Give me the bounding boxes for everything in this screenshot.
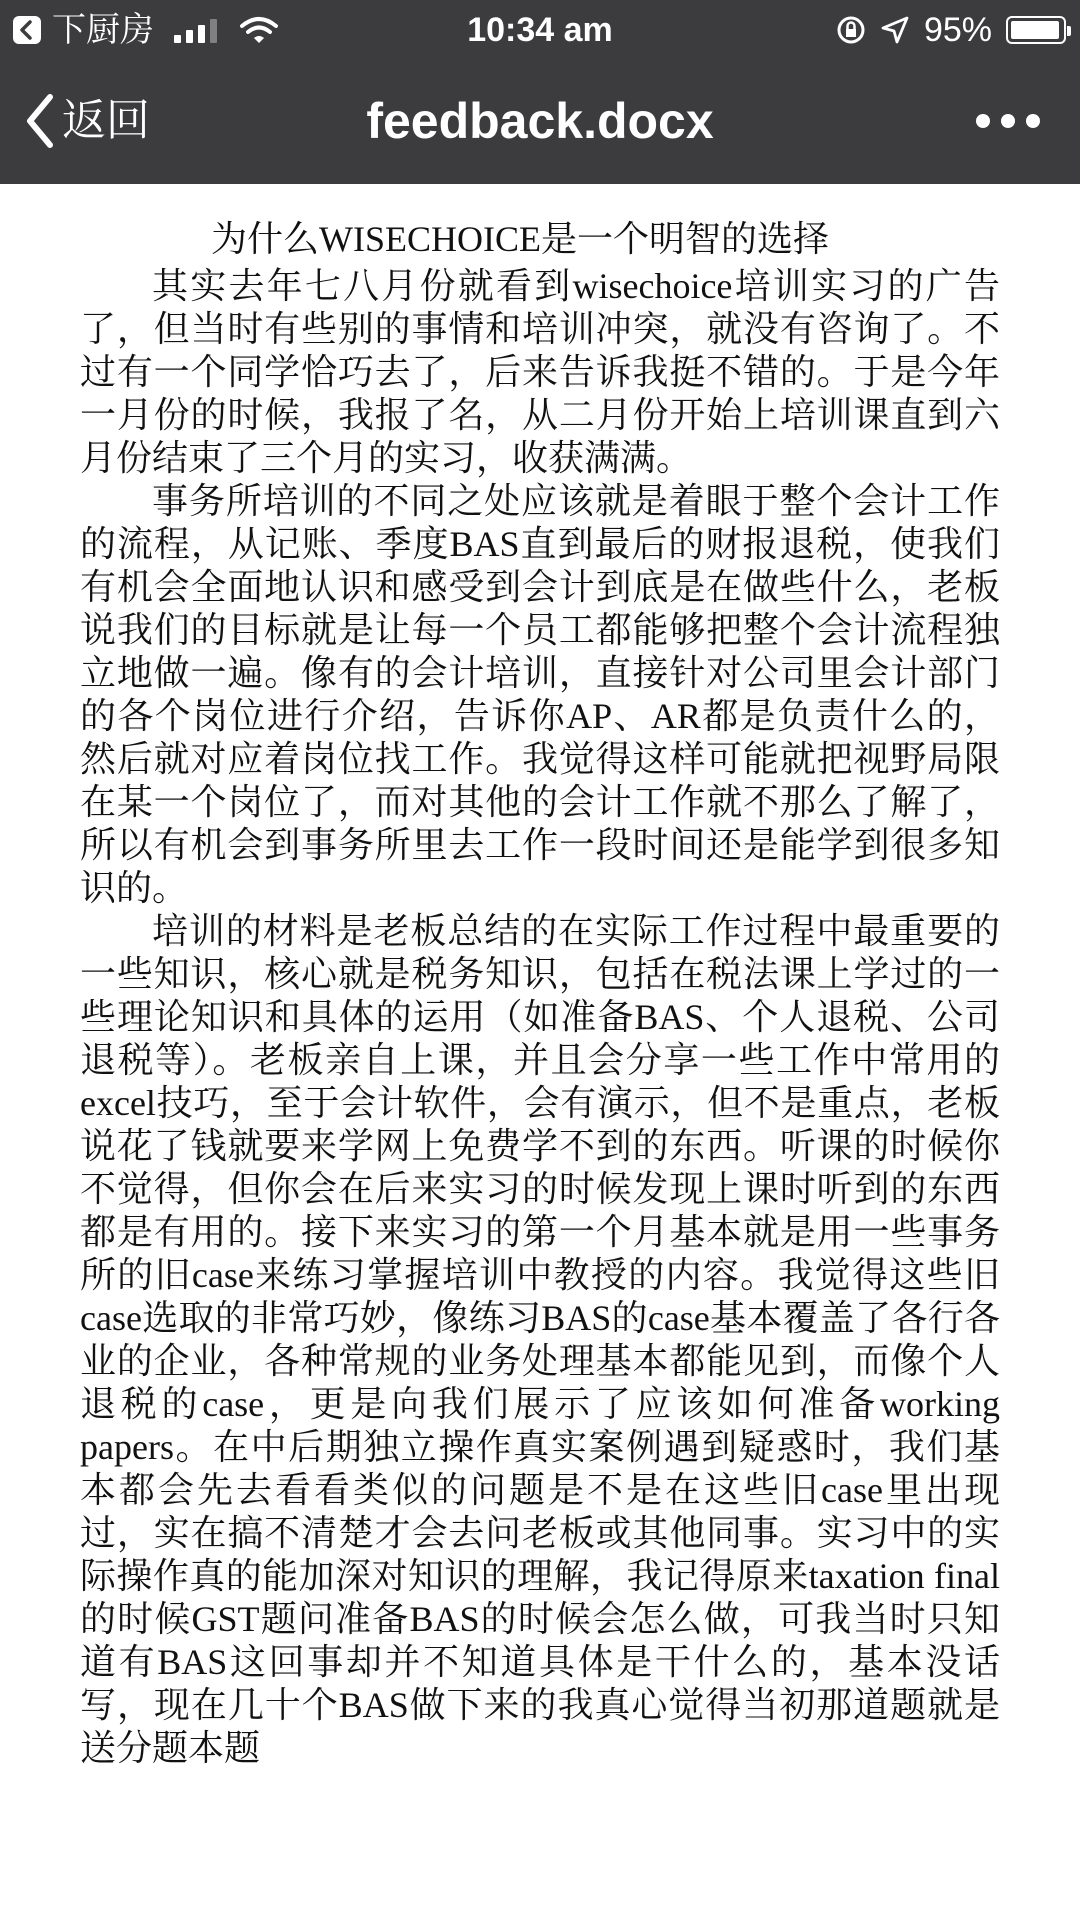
chevron-left-icon xyxy=(22,91,58,151)
back-button[interactable] xyxy=(22,88,150,154)
battery-fill xyxy=(1011,21,1059,39)
battery-icon xyxy=(1006,16,1066,44)
more-options-button[interactable] xyxy=(972,110,1044,132)
battery-percentage: 95% xyxy=(923,11,992,49)
back-to-app-label[interactable]: 下厨房 xyxy=(52,11,154,49)
document-paragraph: 其实去年七八月份就看到wisechoice培训实习的广告了，但当时有些别的事情和培训冲突，就没有咨询了。不过有一个同学恰巧去了，后来告诉我挺不错的。于是今年一月份的时候，我报了名，从二月份开始上培训课直到六月份结束了三个月的实习，收获满满。 xyxy=(80,266,1000,478)
more-dot-icon xyxy=(1001,114,1015,128)
more-dot-icon xyxy=(1026,114,1040,128)
status-bar xyxy=(0,0,1080,60)
status-right xyxy=(836,10,1066,50)
back-button-label: 返回 xyxy=(62,96,150,145)
document-body[interactable] xyxy=(80,218,1000,1770)
document-paragraph: 事务所培训的不同之处应该就是着眼于整个会计工作的流程，从记账、季度BAS直到最后的财报退税，使我们有机会全面地认识和感受到会计到底是在做些什么，老板说我们的目标就是让每一个员工都能够把整个会计流程独立地做一遍。像有的会计培训，直接针对公司里会计部门的各个岗位进行介绍，告诉你AP、AR都是负责什么的，然后就对应着岗位找工作。我觉得这样可能就把视野局限在某一个岗位了，而对其他的会计工作就不那么了解了，所以有机会到事务所里去工作一段时间还是能学到很多知识的。 xyxy=(80,481,1000,908)
page-title: feedback.docx xyxy=(366,93,714,149)
orientation-lock-icon xyxy=(836,15,866,45)
navigation-bar xyxy=(0,60,1080,184)
document-heading: 为什么WISECHOICE是一个明智的选择 xyxy=(211,219,829,259)
status-time: 10:34 am xyxy=(467,11,613,49)
location-arrow-icon xyxy=(880,15,910,45)
document-paragraph: 培训的材料是老板总结的在实际工作过程中最重要的一些知识，核心就是税务知识，包括在税法课上学过的一些理论知识和具体的运用（如准备BAS、个人退税、公司退税等）。老板亲自上课，并且会分享一些工作中常用的excel技巧，至于会计软件，会有演示，但不是重点，老板说花了钱就要来学网上免费学不到的东西。听课的时候你不觉得，但你会在后来实习的时候发现上课时听到的东西都是有用的。接下来实习的第一个月基本就是用一些事务所的旧case来练习掌握培训中教授的内容。我觉得这些旧case选取的非常巧妙，像练习BAS的case基本覆盖了各行各业的企业，各种常规的业务处理基本都能见到，而像个人退税的case，更是向我们展示了应该如何准备working papers。在中后期独立操作真实案例遇到疑惑时，我们基本都会先去看看类似的问题是不是在这些旧case里出现过，实在搞不清楚才会去问老板或其他同事。实习中的实际操作真的能加深对知识的理解，我记得原来taxation final的时候GST题问准备BAS的时候会怎么做，可我当时只知道有BAS这回事却并不知道具体是干什么的，基本没话写，现在几十个BAS做下来的我真心觉得当初那道题就是送分题本题 xyxy=(80,911,1000,1768)
more-dot-icon xyxy=(976,114,990,128)
app-header xyxy=(0,0,1080,184)
